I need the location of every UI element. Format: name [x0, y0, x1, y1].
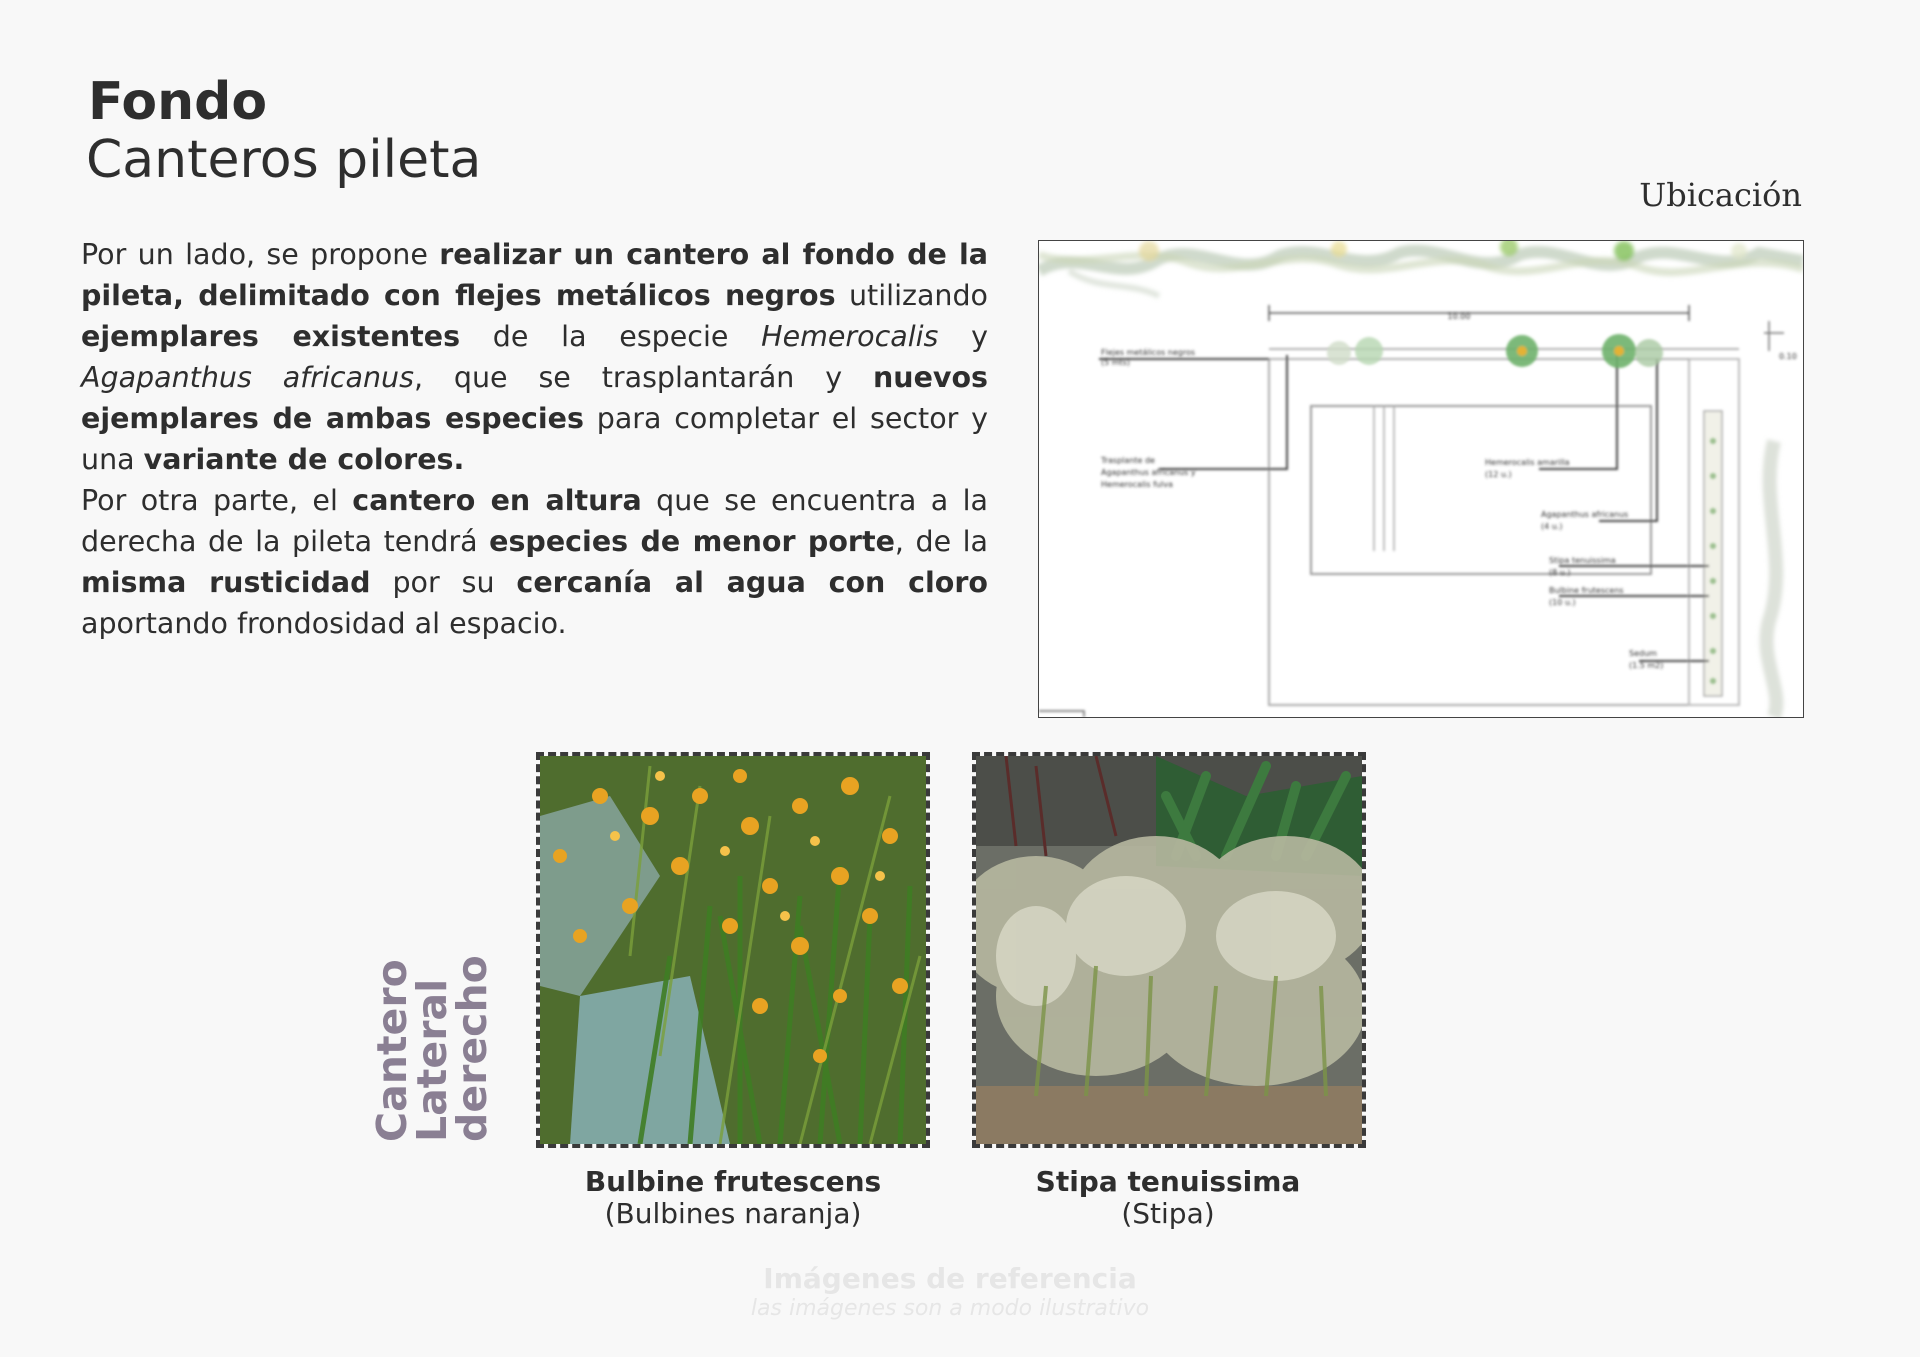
text-run: nuevos ejemplares de ambas especies	[81, 361, 989, 435]
text-run: variante de colores.	[143, 443, 465, 476]
page-title: Fondo	[88, 72, 268, 132]
text-run: de la especie	[460, 320, 762, 353]
side-dimension-label: 0.10	[1779, 352, 1797, 361]
plan-labels	[1100, 312, 1797, 670]
text-run: Por un lado, se propone	[81, 238, 440, 271]
description-paragraph-2	[81, 480, 988, 644]
svg-text:Agapanthus africanus y: Agapanthus africanus y	[1101, 468, 1196, 477]
plan-label-agapanthus: Agapanthus africanus	[1541, 510, 1629, 519]
section-label-line-1: Cantero	[368, 959, 416, 1142]
stipa-scientific-name: Stipa tenuissima	[1035, 1165, 1301, 1198]
text-run: Hemerocalis	[761, 320, 939, 353]
text-run: aportando frondosidad al espacio.	[81, 607, 567, 640]
stipa-caption	[958, 1166, 1378, 1230]
plan-label-flejes: Flejes metálicos negros	[1101, 348, 1196, 357]
footer-subtitle: las imágenes son a modo ilustrativo	[750, 1296, 1150, 1321]
plan-label-transplante: Trasplante de	[1101, 456, 1155, 465]
plan-label-stipa: Stipa tenuissima	[1549, 556, 1616, 565]
description-paragraph-1	[81, 234, 988, 480]
bulbine-photo	[536, 752, 930, 1148]
svg-text:(4 u.): (4 u.)	[1541, 522, 1563, 531]
section-label-line-2: Lateral	[408, 978, 456, 1142]
text-run: y	[938, 320, 988, 353]
footer-note	[620, 1262, 1280, 1322]
page-subtitle: Canteros pileta	[86, 130, 482, 190]
text-run: ejemplares existentes	[81, 320, 461, 353]
svg-text:(1.5 m2): (1.5 m2)	[1629, 661, 1664, 670]
text-run: Agapanthus africanus	[81, 361, 414, 394]
text-run: para completar el sector y una	[81, 402, 988, 476]
text-run: , de la	[894, 525, 988, 558]
stipa-common-name: (Stipa)	[1121, 1197, 1215, 1230]
text-run: Por otra parte, el	[81, 484, 353, 517]
footer-title: Imágenes de referencia	[763, 1262, 1137, 1295]
svg-text:(12 u.): (12 u.)	[1485, 470, 1512, 479]
description-text	[81, 234, 988, 644]
plan-lines	[1039, 305, 1784, 717]
svg-text:(5 mts): (5 mts)	[1101, 358, 1130, 367]
text-run: cercanía al agua con cloro	[516, 566, 988, 599]
svg-text:(10 u.): (10 u.)	[1549, 598, 1576, 607]
plan-label-sedum: Sedum	[1629, 649, 1657, 658]
plan-label-hemerocalis: Hemerocalis amarilla	[1485, 458, 1570, 467]
location-plan	[1038, 240, 1804, 718]
text-run: que se encuentra a la derecha de la pileta tendrá	[81, 484, 988, 558]
text-run: utilizando	[835, 279, 988, 312]
bulbine-image	[540, 756, 926, 1144]
section-label-line-3: derecho	[448, 955, 496, 1142]
bulbine-caption	[523, 1166, 943, 1230]
text-run: misma rusticidad	[81, 566, 371, 599]
text-run: realizar un cantero al fondo de la pileta, delimitado con flejes metálicos negros	[81, 238, 988, 312]
text-run: por su	[370, 566, 517, 599]
bulbine-common-name: (Bulbines naranja)	[604, 1197, 862, 1230]
section-label	[368, 922, 496, 1144]
plan-label-bulbine: Bulbine frutescens	[1549, 586, 1624, 595]
plan-drawing	[1039, 241, 1803, 717]
text-run: , que se trasplantarán y	[413, 361, 873, 394]
bulbine-scientific-name: Bulbine frutescens	[584, 1165, 882, 1198]
text-run: cantero en altura	[352, 484, 642, 517]
text-run: especies de menor porte	[489, 525, 895, 558]
location-label: Ubicación	[1639, 176, 1802, 214]
dimension-label: 10.00	[1447, 312, 1471, 321]
svg-text:(8 u.): (8 u.)	[1549, 568, 1571, 577]
svg-text:Hemerocalis fulva: Hemerocalis fulva	[1101, 480, 1173, 489]
stipa-image	[976, 756, 1362, 1144]
stipa-photo	[972, 752, 1366, 1148]
